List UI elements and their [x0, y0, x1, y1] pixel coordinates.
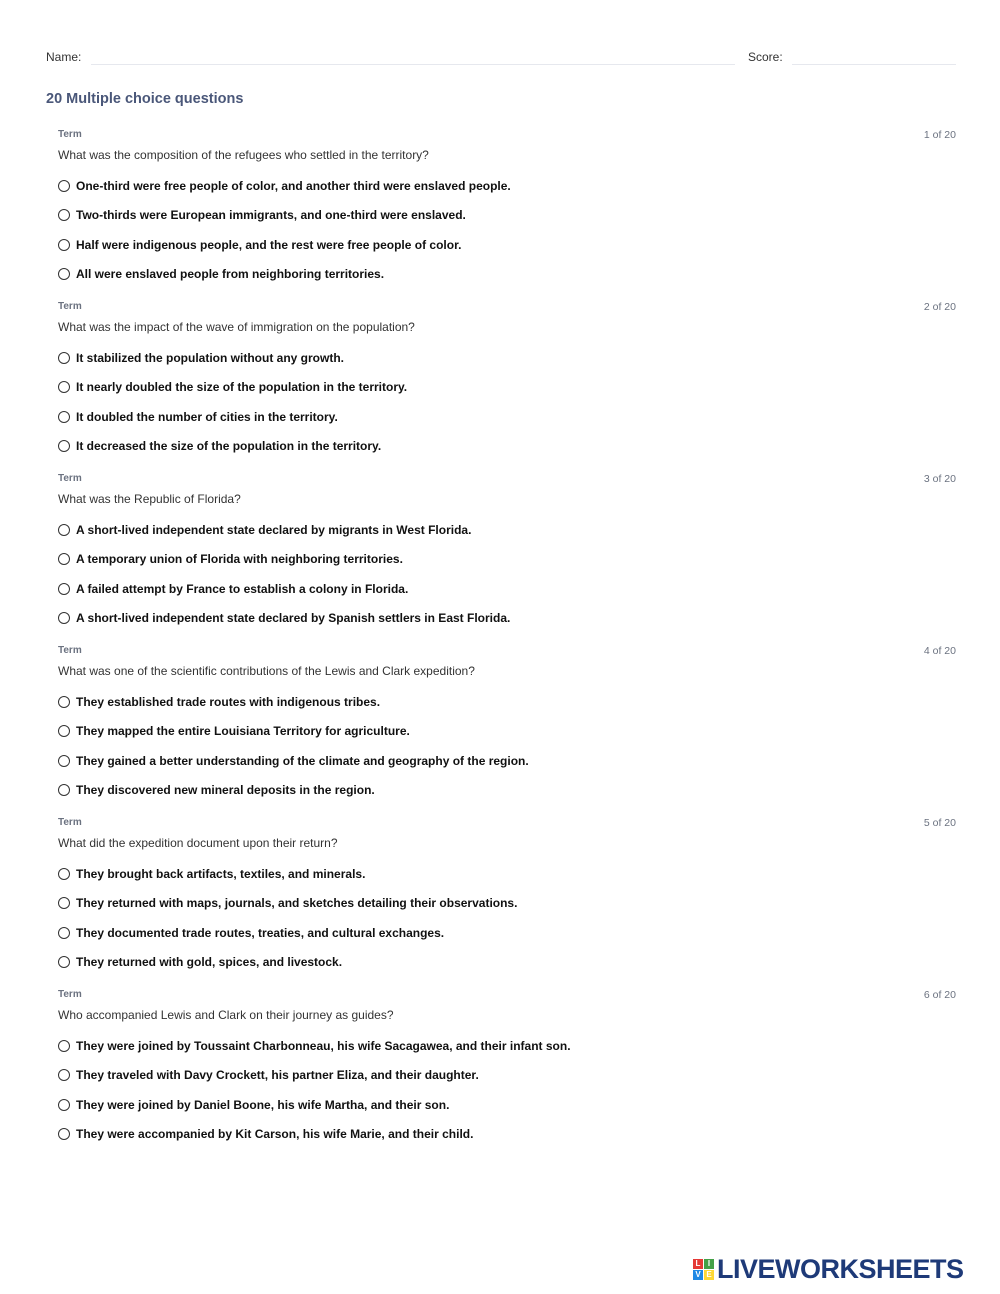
answer-option-label: They traveled with Davy Crockett, his partner Eliza, and their daughter. — [76, 1068, 479, 1083]
answer-options — [58, 859, 517, 977]
logo-mark-tile: L — [693, 1259, 703, 1269]
answer-option[interactable] — [58, 604, 510, 634]
answer-option[interactable] — [58, 1120, 571, 1150]
answer-option[interactable] — [58, 171, 511, 201]
radio-button-icon[interactable] — [58, 553, 70, 565]
radio-button-icon[interactable] — [58, 927, 70, 939]
section-title: 20 Multiple choice questions — [46, 91, 244, 107]
answer-option-label: They established trade routes with indigenous tribes. — [76, 694, 381, 709]
term-label: Term — [58, 129, 82, 140]
answer-option[interactable] — [58, 574, 510, 604]
radio-button-icon[interactable] — [58, 440, 70, 452]
answer-options — [58, 343, 407, 461]
answer-option[interactable] — [58, 746, 529, 776]
radio-button-icon[interactable] — [58, 239, 70, 251]
answer-option-label: They brought back artifacts, textiles, and minerals. — [76, 866, 366, 881]
radio-button-icon[interactable] — [58, 180, 70, 192]
answer-option-label: It decreased the size of the population in the territory. — [76, 439, 382, 454]
term-label: Term — [58, 989, 82, 1000]
answer-options — [58, 515, 510, 633]
question-prompt: What was the impact of the wave of immigration on the population? — [58, 320, 415, 334]
radio-button-icon[interactable] — [58, 725, 70, 737]
answer-options — [58, 1031, 571, 1149]
answer-option-label: A failed attempt by France to establish a colony in Florida. — [76, 581, 409, 596]
name-field[interactable] — [91, 64, 735, 65]
answer-option-label: They mapped the entire Louisiana Territory for agriculture. — [76, 724, 410, 739]
radio-button-icon[interactable] — [58, 1128, 70, 1140]
answer-option[interactable] — [58, 1031, 571, 1061]
answer-option-label: It doubled the number of cities in the territory. — [76, 409, 338, 424]
term-label: Term — [58, 817, 82, 828]
term-label: Term — [58, 645, 82, 656]
answer-option[interactable] — [58, 1090, 571, 1120]
answer-option[interactable] — [58, 687, 529, 717]
question-prompt: What was the Republic of Florida? — [58, 492, 241, 506]
answer-option[interactable] — [58, 1061, 571, 1091]
answer-option[interactable] — [58, 515, 510, 545]
answer-option-label: They were accompanied by Kit Carson, his wife Marie, and their child. — [76, 1127, 474, 1142]
answer-option[interactable] — [58, 776, 529, 806]
question-list — [58, 126, 956, 1158]
question-block — [58, 986, 956, 1158]
radio-button-icon[interactable] — [58, 352, 70, 364]
radio-button-icon[interactable] — [58, 524, 70, 536]
answer-option-label: A short-lived independent state declared by Spanish settlers in East Florida. — [76, 611, 511, 626]
radio-button-icon[interactable] — [58, 583, 70, 595]
radio-button-icon[interactable] — [58, 411, 70, 423]
radio-button-icon[interactable] — [58, 755, 70, 767]
answer-option-label: They were joined by Daniel Boone, his wife Martha, and their son. — [76, 1097, 450, 1112]
answer-option-label: It stabilized the population without any growth. — [76, 350, 344, 365]
answer-option-label: A temporary union of Florida with neighboring territories. — [76, 552, 403, 567]
question-prompt: Who accompanied Lewis and Clark on their journey as guides? — [58, 1008, 394, 1022]
answer-option-label: They were joined by Toussaint Charbonneau, his wife Sacagawea, and their infant son. — [76, 1038, 571, 1053]
question-prompt: What did the expedition document upon their return? — [58, 836, 338, 850]
question-block — [58, 126, 956, 298]
answer-option[interactable] — [58, 230, 511, 260]
logo-mark-icon — [693, 1259, 714, 1280]
logo-mark-tile: V — [693, 1270, 703, 1280]
answer-option[interactable] — [58, 201, 511, 231]
answer-option[interactable] — [58, 402, 407, 432]
radio-button-icon[interactable] — [58, 1099, 70, 1111]
radio-button-icon[interactable] — [58, 1040, 70, 1052]
answer-options — [58, 171, 511, 289]
answer-option-label: All were enslaved people from neighboring territories. — [76, 267, 385, 282]
answer-option[interactable] — [58, 373, 407, 403]
question-prompt: What was one of the scientific contributions of the Lewis and Clark expedition? — [58, 664, 475, 678]
answer-option-label: They gained a better understanding of the climate and geography of the region. — [76, 753, 529, 768]
radio-button-icon[interactable] — [58, 268, 70, 280]
answer-option[interactable] — [58, 260, 511, 290]
logo-text: LIVEWORKSHEETS — [717, 1253, 964, 1284]
radio-button-icon[interactable] — [58, 897, 70, 909]
answer-option[interactable] — [58, 545, 510, 575]
question-counter: 5 of 20 — [923, 817, 956, 829]
answer-option[interactable] — [58, 432, 407, 462]
radio-button-icon[interactable] — [58, 612, 70, 624]
answer-option-label: Half were indigenous people, and the rest were free people of color. — [76, 237, 462, 252]
answer-options — [58, 687, 529, 805]
question-counter: 3 of 20 — [923, 473, 956, 485]
worksheet-header — [46, 48, 956, 68]
radio-button-icon[interactable] — [58, 868, 70, 880]
question-counter: 6 of 20 — [923, 989, 956, 1001]
question-counter: 2 of 20 — [923, 301, 956, 313]
radio-button-icon[interactable] — [58, 956, 70, 968]
question-prompt: What was the composition of the refugees who settled in the territory? — [58, 148, 429, 162]
radio-button-icon[interactable] — [58, 209, 70, 221]
liveworksheets-logo — [693, 1254, 964, 1284]
answer-option[interactable] — [58, 859, 517, 889]
name-label: Name: — [46, 50, 82, 64]
question-counter: 1 of 20 — [923, 129, 956, 141]
question-block — [58, 814, 956, 986]
radio-button-icon[interactable] — [58, 696, 70, 708]
answer-option-label: They returned with gold, spices, and livestock. — [76, 955, 343, 970]
question-block — [58, 470, 956, 642]
answer-option-label: It nearly doubled the size of the population in the territory. — [76, 380, 408, 395]
radio-button-icon[interactable] — [58, 784, 70, 796]
answer-option[interactable] — [58, 717, 529, 747]
question-block — [58, 642, 956, 814]
answer-option[interactable] — [58, 889, 517, 919]
logo-mark-tile: I — [704, 1259, 714, 1269]
answer-option[interactable] — [58, 918, 517, 948]
answer-option-label: One-third were free people of color, and another third were enslaved people. — [76, 178, 511, 193]
answer-option-label: They documented trade routes, treaties, and cultural exchanges. — [76, 925, 445, 940]
radio-button-icon[interactable] — [58, 1069, 70, 1081]
question-counter: 4 of 20 — [923, 645, 956, 657]
answer-option-label: They discovered new mineral deposits in the region. — [76, 783, 375, 798]
term-label: Term — [58, 301, 82, 312]
answer-option[interactable] — [58, 948, 517, 978]
radio-button-icon[interactable] — [58, 381, 70, 393]
answer-option-label: A short-lived independent state declared by migrants in West Florida. — [76, 522, 472, 537]
answer-option[interactable] — [58, 343, 407, 373]
logo-mark-tile: E — [704, 1270, 714, 1280]
score-field[interactable] — [792, 64, 956, 65]
question-block — [58, 298, 956, 470]
term-label: Term — [58, 473, 82, 484]
answer-option-label: They returned with maps, journals, and sketches detailing their observations. — [76, 896, 518, 911]
answer-option-label: Two-thirds were European immigrants, and one-third were enslaved. — [76, 208, 466, 223]
score-label: Score: — [748, 50, 783, 64]
